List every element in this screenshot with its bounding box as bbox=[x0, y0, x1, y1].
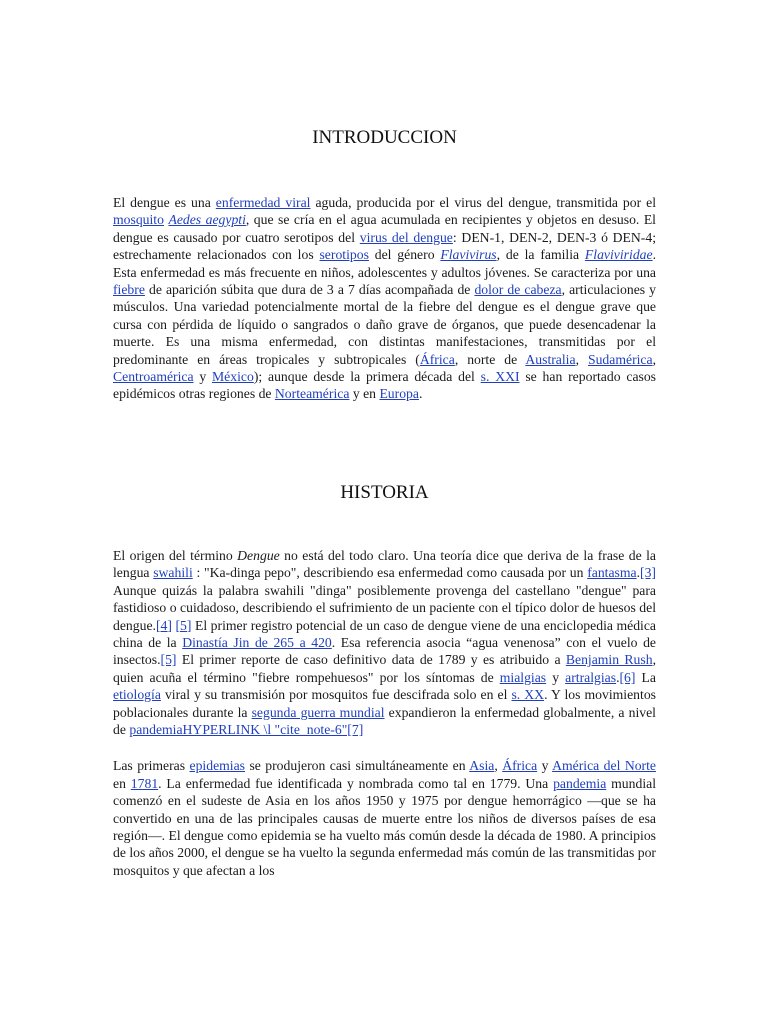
text-run: , norte de bbox=[454, 351, 526, 367]
italic-text: Dengue bbox=[237, 547, 280, 563]
inline-link[interactable]: Australia bbox=[525, 351, 576, 367]
inline-link[interactable]: Aedes aegypti bbox=[168, 212, 246, 228]
inline-link[interactable]: México bbox=[212, 369, 254, 385]
text-run: en bbox=[113, 775, 131, 791]
inline-link[interactable]: [6] bbox=[619, 669, 636, 685]
text-run: viral y su transmisión por mosquitos fue descifrada solo en el bbox=[160, 687, 512, 703]
historia-paragraph-1 bbox=[113, 547, 656, 738]
text-run: . bbox=[418, 386, 423, 402]
text-run: , bbox=[652, 351, 656, 367]
inline-link[interactable]: [4] bbox=[155, 617, 172, 633]
text-run: Las primeras bbox=[113, 758, 190, 774]
inline-link[interactable]: mialgias bbox=[499, 669, 547, 685]
inline-link[interactable]: América del Norte bbox=[552, 758, 656, 774]
inline-link[interactable]: Flavivirus bbox=[440, 247, 497, 263]
intro-paragraph bbox=[113, 194, 656, 403]
text-run: no está del todo claro. Una teoría dice que deriva de la frase de la lengua bbox=[113, 547, 656, 581]
text-run: de aparición súbita que dura de 3 a 7 días acompañada de bbox=[144, 282, 475, 298]
inline-link[interactable]: pandemia bbox=[553, 775, 607, 791]
text-run: , de la familia bbox=[496, 247, 585, 263]
text-run: El primer registro potencial de un caso de dengue viene de una enciclopedia médica china de la bbox=[113, 617, 657, 650]
text-run: . La enfermedad fue identificada y nombrada como tal en 1779. Una bbox=[158, 775, 554, 791]
inline-link[interactable]: Norteamérica bbox=[274, 386, 350, 402]
inline-link[interactable]: Sudamérica bbox=[587, 351, 653, 367]
inline-link[interactable]: Centroamérica bbox=[113, 369, 194, 385]
inline-link[interactable]: Benjamin Rush bbox=[565, 652, 653, 668]
text-run: , que se cría en el agua acumulada en recipientes y objetos en desuso. El dengue es causado por cuatro serotipos del bbox=[113, 212, 656, 245]
inline-link[interactable]: África bbox=[419, 351, 455, 367]
inline-link[interactable]: pandemiaHYPERLINK \l "cite_note-6"[7] bbox=[129, 721, 364, 737]
text-run: aguda, producida por el virus del dengue, transmitida por el bbox=[310, 195, 656, 210]
inline-link[interactable]: s. XX bbox=[511, 687, 545, 703]
text-run: La bbox=[635, 669, 656, 685]
inline-link[interactable]: fantasma bbox=[587, 565, 637, 581]
text-run: Aunque quizás la palabra swahili "dinga" posiblemente provenga del castellano "dengue" para fastidioso o cuidadoso, describiendo el sufrimiento de un paciente con el típico dolor de huesos del dengue. bbox=[113, 582, 656, 633]
inline-link[interactable]: África bbox=[502, 758, 538, 774]
text-run: se han reportado casos epidémicos otras regiones de bbox=[113, 369, 657, 402]
text-run: del género bbox=[368, 247, 441, 263]
text-run: El origen del término bbox=[113, 547, 238, 563]
inline-link[interactable]: dolor de cabeza bbox=[474, 282, 562, 298]
inline-link[interactable]: epidemias bbox=[189, 758, 246, 774]
inline-link[interactable]: enfermedad viral bbox=[215, 195, 311, 210]
text-run: y en bbox=[349, 386, 380, 402]
inline-link[interactable]: segunda guerra mundial bbox=[251, 704, 385, 720]
inline-link[interactable]: etiología bbox=[113, 687, 161, 703]
inline-link[interactable]: fiebre bbox=[113, 282, 145, 298]
inline-link[interactable]: mosquito bbox=[113, 212, 164, 228]
inline-link[interactable]: [5] bbox=[160, 652, 177, 668]
inline-link[interactable]: artralgias bbox=[565, 669, 617, 685]
text-run: expandieron la enfermedad globalmente, a nivel de bbox=[113, 704, 656, 737]
text-run: : "Ka-dinga pepo", describiendo esa enfermedad como causada por un bbox=[192, 565, 588, 581]
text-run: , bbox=[494, 758, 503, 774]
text-run: . Esta enfermedad es más frecuente en niños, adolescentes y adultos jóvenes. Se caracteriza por una bbox=[113, 247, 656, 280]
text-run: . Y los movimientos poblacionales durante la bbox=[113, 687, 656, 720]
inline-link[interactable]: swahili bbox=[153, 565, 193, 581]
inline-link[interactable]: serotipos bbox=[319, 247, 369, 263]
text-run: El dengue es una bbox=[113, 195, 216, 210]
inline-link[interactable]: 1781 bbox=[130, 775, 159, 791]
historia-title: HISTORIA bbox=[340, 481, 429, 503]
intro-title: INTRODUCCION bbox=[312, 127, 457, 148]
text-run: y bbox=[537, 758, 553, 774]
text-run: , quien acuña el término "fiebre rompehuesos" por los síntomas de bbox=[113, 652, 656, 685]
historia-paragraph-2 bbox=[113, 757, 656, 879]
text-run: . bbox=[616, 669, 620, 685]
text-run: , bbox=[575, 351, 588, 367]
inline-link[interactable]: [3] bbox=[640, 565, 656, 581]
inline-link[interactable]: Dinastía Jin de 265 a 420 bbox=[182, 634, 332, 650]
text-run: , articulaciones y músculos. Una variedad potencialmente mortal de la fiebre del dengue es el dengue grave que cursa con pérdida de líquido o sangrados o daño grave de órganos, que puede desencadenar la muerte. Es una misma enfermedad, con distintas manifestaciones, transmitidas por el predominante en áreas tropicales y subtropicales ( bbox=[113, 282, 657, 367]
text-run: : DEN-1, DEN-2, DEN-3 ó DEN-4; estrechamente relacionados con los bbox=[113, 229, 657, 263]
text-run: El primer reporte de caso definitivo data de 1789 y es atribuido a bbox=[176, 652, 566, 668]
text-run: . Esa referencia asocia “agua venenosa” con el vuelo de insectos. bbox=[113, 634, 656, 668]
text-run: y bbox=[193, 369, 213, 385]
text-run: . bbox=[636, 565, 641, 581]
text-run: se produjeron casi simultáneamente en bbox=[245, 758, 470, 774]
inline-link[interactable]: [5] bbox=[175, 617, 192, 633]
inline-link[interactable]: virus del dengue bbox=[359, 229, 453, 245]
inline-link[interactable]: Europa bbox=[379, 386, 419, 402]
text-run: ); aunque desde la primera década del bbox=[253, 369, 481, 385]
inline-link[interactable]: Flaviviridae bbox=[584, 247, 653, 263]
text-run: y bbox=[546, 669, 566, 685]
text-run: mundial comenzó en el sudeste de Asia en los años 1950 y 1975 por dengue hemorrágico —que se ha convertido en una de las principales causas de muerte entre los niños de diversos países de esa región—. El dengue como epidemia se ha vuelto más común desde la década de 1980. A principios de los años 2000, el dengue se ha vuelto la segunda enfermedad más común de las transmitidas por mosquitos y que afectan a los bbox=[113, 775, 657, 878]
inline-link[interactable]: Asia bbox=[469, 758, 495, 774]
inline-link[interactable]: s. XXI bbox=[480, 369, 520, 385]
